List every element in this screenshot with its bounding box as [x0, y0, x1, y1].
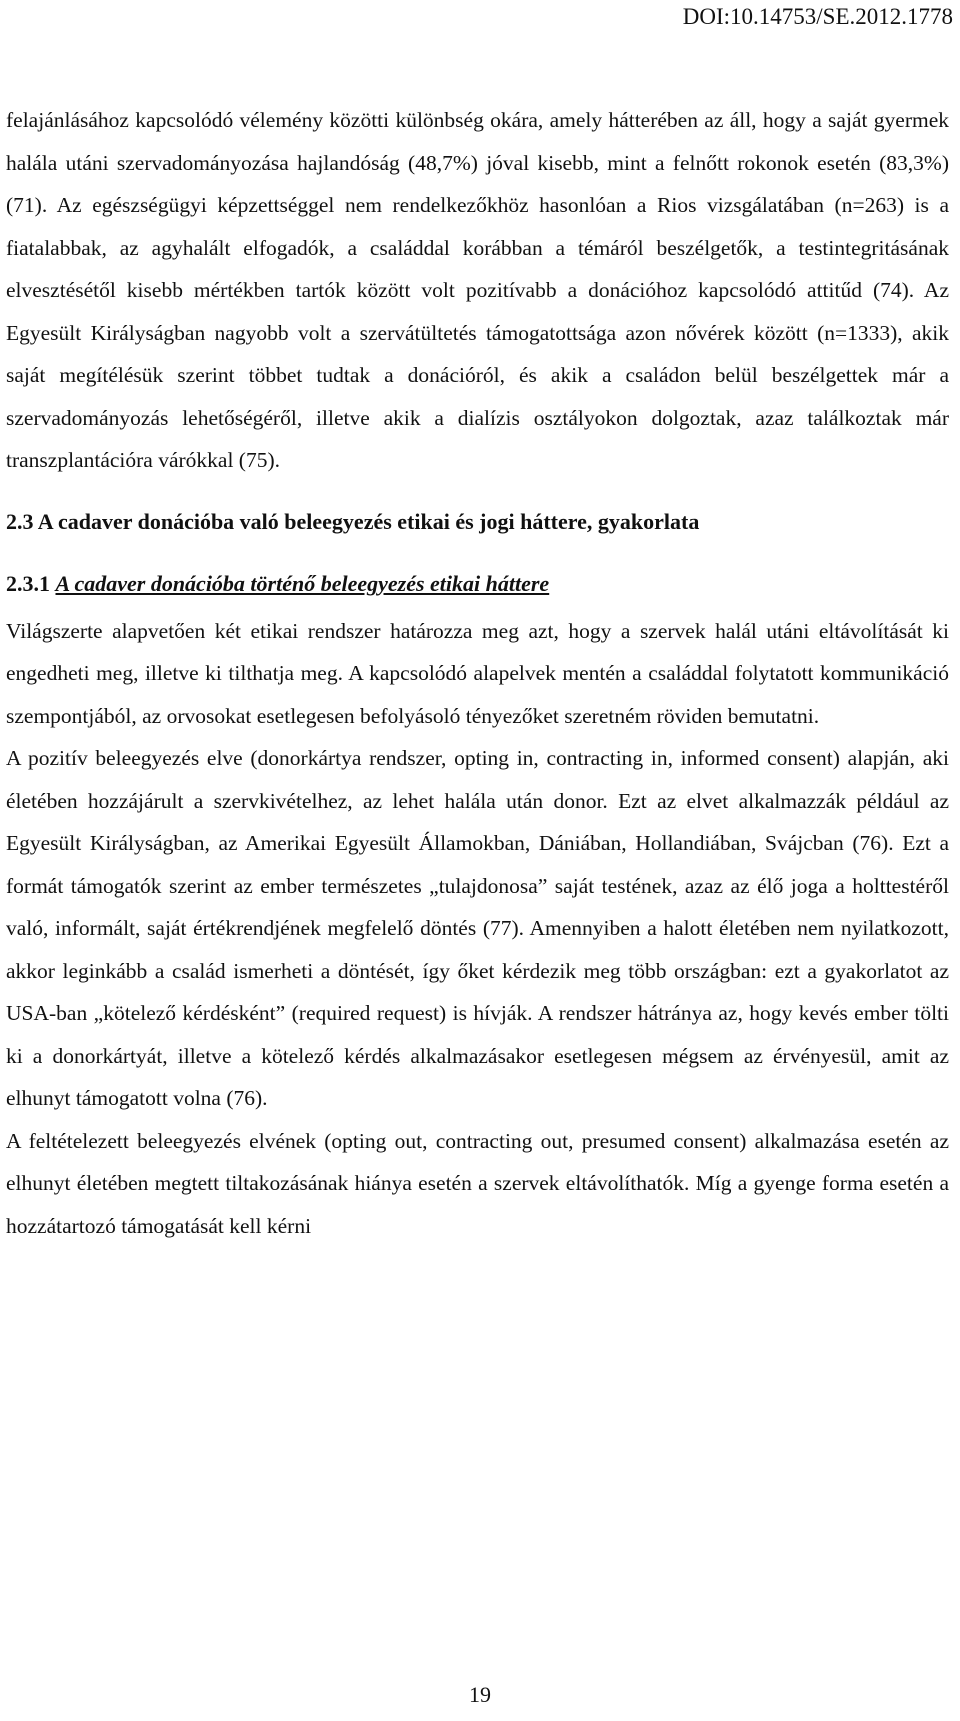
- page-number: 19: [469, 1682, 491, 1707]
- body-paragraph: A pozitív beleegyezés elve (donorkártya rendszer, opting in, contracting in, informed consent) alapján, aki életében hozzájárult a szervkivételhez, az lehet halála után donor. Ezt az elvet alkalmazzák például az Egyesült Királyságban, az Amerikai Egyesült Államokban, Dániában, Hollandiában, Svájcban (76). Ezt a formát támogatók szerint az ember természetes „tulajdonosa” saját testének, azaz az élő joga a holttestéről való, informált, saját értékrendjének megfelelő döntés (77). Amennyiben a halott életében nem nyilatkozott, akkor leginkább a család ismerheti a döntését, így őket kérdezik meg több országban: ezt a gyakorlatot az USA-ban „kötelező kérdésként” (required request) is hívják. A rendszer hátránya az, hogy kevés ember tölti ki a donorkártyát, illetve a kötelező kérdés alkalmazásakor esetlegesen mégsem az érvényesül, amit az elhunyt támogatott volna (76).: [6, 746, 949, 1110]
- document-body: [6, 99, 949, 1247]
- subsection-number: 2.3.1: [6, 571, 50, 596]
- subsection-title: A cadaver donációba történő beleegyezés etikai háttere: [55, 571, 550, 596]
- body-paragraph: felajánlásához kapcsolódó vélemény közötti különbség okára, amely hátterében az áll, hogy a saját gyermek halála utáni szervadományozása hajlandóság (48,7%) jóval kisebb, mint a felnőtt rokonok esetén (83,3%) (71). Az egészségügyi képzettséggel nem rendelkezőkhöz hasonlóan a Rios vizsgálatában (n=263) is a fiatalabbak, az agyhalált elfogadók, a családdal korábban a témáról beszélgetők, a testintegritásának elvesztésétől kisebb mértékben tartók között volt pozitívabb a donációhoz kapcsolódó attitűd (74). Az Egyesült Királyságban nagyobb volt a szervátültetés támogatottsága azon nővérek között (n=1333), akik saját megítélésük szerint többet tudtak a donációról, és akik a családon belül beszélgettek már a szervadományozás lehetőségéről, illetve akik a dialízis osztályokon dolgoztak, azaz találkoztak már transzplantációra várókkal (75).: [6, 108, 949, 472]
- body-paragraph: Világszerte alapvetően két etikai rendszer határozza meg azt, hogy a szervek halál utáni eltávolítását ki engedheti meg, illetve ki tilthatja meg. A kapcsolódó alapelvek mentén a családdal folytatott kommunikáció szempontjából, az orvosokat esetlegesen befolyásoló tényezőket szeretném röviden bemutatni.: [6, 618, 949, 728]
- section-heading: 2.3 A cadaver donációba való beleegyezés etikai és jogi háttere, gyakorlata: [6, 508, 700, 534]
- doi-header: DOI:10.14753/SE.2012.1778: [682, 4, 953, 29]
- subsection-heading: [6, 563, 949, 606]
- body-paragraph: A feltételezett beleegyezés elvének (opting out, contracting out, presumed consent) alkalmazása esetén az elhunyt életében megtett tiltakozásának hiánya esetén a szervek eltávolíthatók. Míg a gyenge forma esetén a hozzátartozó támogatását kell kérni: [6, 1128, 949, 1238]
